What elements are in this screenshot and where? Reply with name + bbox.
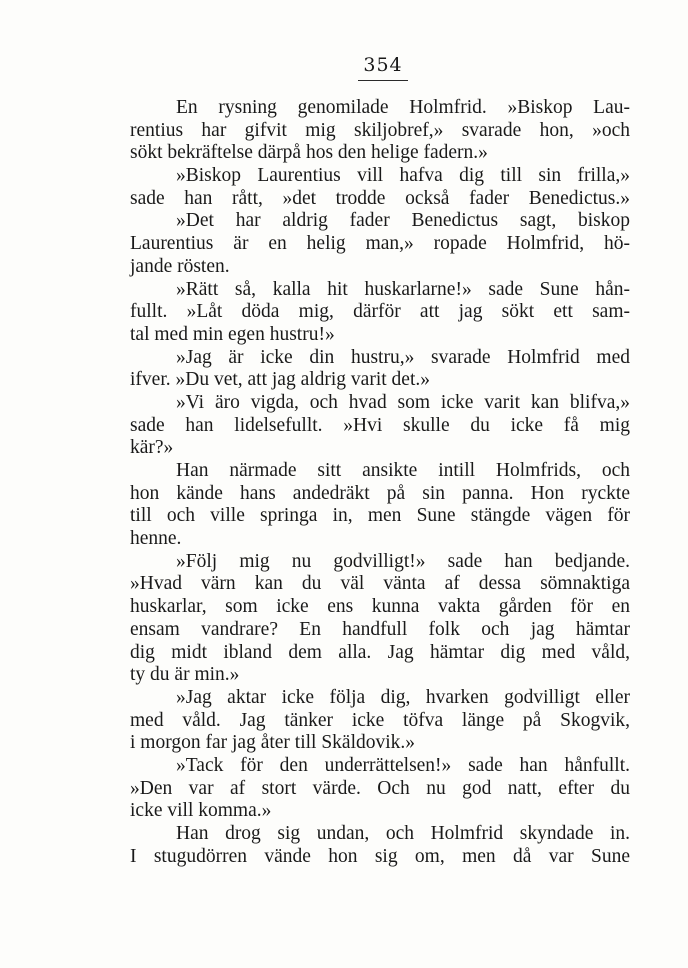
text-line: ensam vandrare? En handfull folk och jag hämtar [130,618,630,640]
text-line: »Vi äro vigda, och hvad som icke varit kan blifva,» [176,391,630,413]
text-line: »Biskop Laurentius vill hafva dig till sin frilla,» [176,165,630,187]
text-line: »Följ mig nu godvilligt!» sade han bedjande. [176,550,630,572]
text-line: kär?» [130,437,174,459]
body-text [130,97,630,868]
text-line: sade han lidelsefullt. »Hvi skulle du icke få mig [130,414,630,436]
text-line: tal med min egen hustru!» [130,323,335,345]
text-line: till och ville springa in, men Sune stängde vägen för [130,505,630,527]
text-line: hon kände hans andedräkt på sin panna. Hon ryckte [130,482,630,504]
text-line: »Jag aktar icke följa dig, hvarken godvilligt eller [176,686,630,708]
page-number: 354 [363,54,403,76]
text-line: En rysning genomilade Holmfrid. »Biskop Lau- [176,97,630,118]
text-line: dig midt ibland dem alla. Jag hämtar dig med våld, [130,641,630,663]
text-line: Laurentius är en helig man,» ropade Holmfrid, hö- [130,233,630,255]
text-line: I stugudörren vände hon sig om, men då var Sune [130,845,630,867]
text-line: »Rätt så, kalla hit huskarlarne!» sade Sune hån- [176,278,630,300]
text-line: »Jag är icke din hustru,» svarade Holmfrid med [176,346,630,368]
text-line: henne. [130,528,182,550]
text-line: »Tack för den underrättelsen!» sade han hånfullt. [176,754,630,776]
text-line: Han närmade sitt ansikte intill Holmfrids, och [176,460,630,481]
text-line: sökt bekräftelse därpå hos den helige fadern.» [130,142,488,164]
text-line: fullt. »Låt döda mig, därför att jag sökt ett sam- [130,301,630,323]
text-line: huskarlar, som icke ens kunna vakta gården för en [130,596,630,618]
text-line: icke vill komma.» [130,800,272,822]
text-line: sade han rått, »det trodde också fader Benedictus.» [130,187,630,209]
text-line: Han drog sig undan, och Holmfrid skyndade in. [176,823,630,844]
text-line: ifver. »Du vet, att jag aldrig varit det.» [130,369,430,391]
text-line: rentius har gifvit mig skiljobref,» svarade hon, »och [130,119,630,141]
text-line: jande rösten. [130,255,230,277]
page-number-rule [358,80,408,81]
text-line: »Den var af stort värde. Och nu god natt, efter du [130,777,630,799]
text-line: i morgon far jag åter till Skäldovik.» [130,732,416,754]
text-line: med våld. Jag tänker icke töfva länge på Skogvik, [130,709,630,731]
text-line: ty du är min.» [130,664,240,686]
text-line: »Hvad värn kan du väl vänta af dessa sömnaktiga [130,573,630,595]
text-line: »Det har aldrig fader Benedictus sagt, biskop [176,210,630,232]
